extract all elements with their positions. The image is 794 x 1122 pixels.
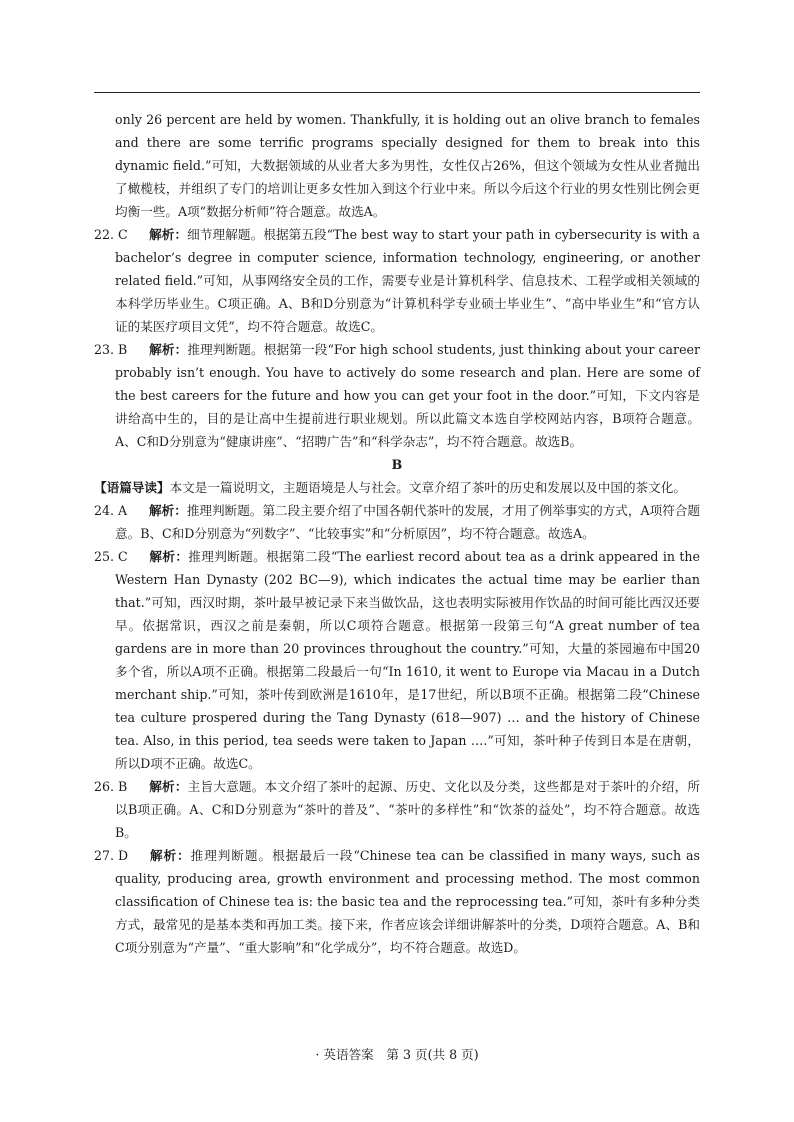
analysis-label: 解析：: [149, 342, 188, 357]
guide-label: 【语篇导读】: [94, 480, 170, 495]
analysis-text: 推理判断题。第二段主要介绍了中国各朝代茶叶的发展，才用了例举事实的方式，A项符合题意。B、C和D分别意为“列数字”、“比较事实”和“分析原因”，均不符合题意。故选A。: [115, 503, 700, 541]
analysis-label: 解析：: [149, 779, 188, 794]
answer-item-24: [94, 499, 700, 545]
intro-paragraph: only 26 percent are held by women. Thankfully, it is holding out an olive branch to females and there are some terrific programs specially designed for them to break into this dynamic field.”可知，大数据领域的从业者大多为男性，女性仅占26%，但这个领域为女性从业者抛出了橄榄枝，并组织了专门的培训让更多女性加入到这个行业中来。所以今后这个行业的男女性别比例会更均衡一些。A项“数据分析师”符合题意。故选A。: [115, 112, 700, 219]
analysis-label: 解析：: [149, 848, 191, 863]
answer-item-27: [94, 844, 700, 959]
answer-item-23: [94, 338, 700, 453]
top-divider: [94, 92, 700, 93]
section-heading: B: [391, 457, 403, 472]
answer-number: 24. A: [94, 503, 128, 518]
answer-number: 26. B: [94, 779, 128, 794]
analysis-text: 推理判断题。根据最后一段“Chinese tea can be classified in many ways, such as quality, producing area, growth environment and processing method. The most common classification of Chinese tea is: the basic tea and the reprocessing tea.”可知，茶叶有多种分类方式，最常见的是基本类和再加工类。接下来，作者应该会详细讲解茶叶的分类，D项符合题意。A、B和C项分别意为“产量”、“重大影响”和“化学成分”，均不符合题意。故选D。: [115, 848, 700, 955]
answer-item-26: [94, 775, 700, 844]
analysis-label: 解析：: [149, 503, 187, 518]
answer-number: 22. C: [94, 227, 128, 242]
analysis-text: 推理判断题。根据第二段“The earliest record about tea as a drink appeared in the Western Han Dynasty (202 BC—9), which indicates the actual time may be earlier than that.”可知，西汉时期，茶叶最早被记录下来当做饮品，这也表明实际被用作饮品的时间可能比西汉还要早。依据常识，西汉之前是秦朝，所以C项符合题意。根据第一段第三句“A great number of tea gardens are in more than 20 provinces throughout the country.”可知，大量的茶园遍布中国20多个省，所以A项不正确。根据第二段最后一句“In 1610, it went to Europe via Macau in a Dutch merchant ship.”可知，茶叶传到欧洲是1610年，是17世纪，所以B项不正确。根据第二段“Chinese tea culture prospered during the Tang Dynasty (618—907) … and the history of Chinese tea. Also, in this period, tea seeds were taken to Japan ….”可知，茶叶种子传到日本是在唐朝，所以D项不正确。故选C。: [115, 549, 700, 771]
answer-number: 27. D: [94, 848, 129, 863]
reading-guide: [94, 476, 700, 499]
analysis-label: 解析：: [149, 549, 189, 564]
page-content: [94, 108, 700, 959]
answer-number: 25. C: [94, 549, 128, 564]
analysis-text: 推理判断题。根据第一段“For high school students, just thinking about your career probably isn’t enough. You have to actively do some research and plan. Here are some of the best careers for the future and how you can get your foot in the door.”可知，下文内容是讲给高中生的，目的是让高中生提前进行职业规划。所以此篇文本选自学校网站内容，B项符合题意。A、C和D分别意为“健康讲座”、“招聘广告”和“科学杂志”，均不符合题意。故选B。: [115, 342, 701, 449]
analysis-text: 细节理解题。根据第五段“The best way to start your path in cybersecurity is with a bachelor’s degree in computer science, information technology, engineering, or another related field.”可知，从事网络安全员的工作，需要专业是计算机科学、信息技术、工程学或相关领域的本科学历毕业生。C项正确。A、B和D分别意为“计算机科学专业硕士毕业生”、“高中毕业生”和“官方认证的某医疗项目文凭”，均不符合题意。故选C。: [115, 227, 701, 334]
page-footer: · 英语答案 第 3 页(共 8 页): [315, 1047, 479, 1062]
analysis-text: 主旨大意题。本文介绍了茶叶的起源、历史、文化以及分类，这些都是对于茶叶的介绍，所以B项正确。A、C和D分别意为“茶叶的普及”、“茶叶的多样性”和“饮茶的益处”，均不符合题意。故选B。: [115, 779, 701, 840]
answer-number: 23. B: [94, 342, 128, 357]
analysis-label: 解析：: [149, 227, 188, 242]
answer-item-22: [94, 223, 700, 338]
guide-text: 本文是一篇说明文，主题语境是人与社会。文章介绍了茶叶的历史和发展以及中国的茶文化。: [169, 480, 686, 495]
answer-item-25: [94, 545, 700, 775]
